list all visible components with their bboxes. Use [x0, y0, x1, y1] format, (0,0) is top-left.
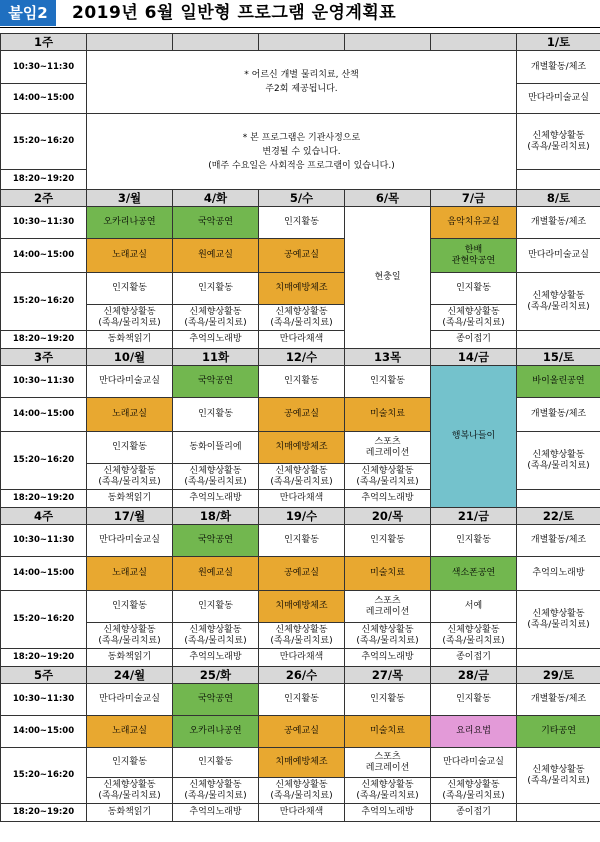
day-header: 4/화 — [173, 190, 259, 207]
day-header: 12/수 — [259, 349, 345, 366]
activity-cell: 공예교실 — [259, 716, 345, 748]
activity-cell: 치매예방체조 — [259, 748, 345, 778]
activity-cell: 인지활동 — [173, 398, 259, 432]
activity-cell: 인지활동 — [431, 273, 517, 305]
activity-cell: 신체향상활동 (족욕/물리치료) — [345, 778, 431, 804]
week2-row-t1 — [1, 207, 600, 239]
activity-cell: 노래교실 — [87, 239, 173, 273]
activity-cell: 요리요법 — [431, 716, 517, 748]
week1-row-t3 — [1, 114, 600, 170]
activity-cell: 원예교실 — [173, 239, 259, 273]
time-slot: 18:20~19:20 — [1, 649, 87, 667]
day-header: 19/수 — [259, 508, 345, 525]
activity-cell: 추억의노래방 — [173, 331, 259, 349]
activity-cell: 스포츠 레크레이션 — [345, 432, 431, 464]
time-slot: 18:20~19:20 — [1, 331, 87, 349]
day-header: 13목 — [345, 349, 431, 366]
activity-cell: 인지활동 — [87, 432, 173, 464]
activity-cell: 오카리나공연 — [173, 716, 259, 748]
week-label: 2주 — [1, 190, 87, 207]
activity-cell: 만다라미술교실 — [517, 239, 600, 273]
week2-row-t2 — [1, 239, 600, 273]
week3-row-t1 — [1, 366, 600, 398]
activity-cell: 신체향상활동 (족욕/물리치료) — [87, 305, 173, 331]
day-header: 22/토 — [517, 508, 600, 525]
time-slot: 18:20~19:20 — [1, 804, 87, 822]
activity-cell: 오카리나공연 — [87, 207, 173, 239]
week2-row-t3a — [1, 273, 600, 305]
day-header-empty — [87, 34, 173, 51]
activity-cell: 만다라채색 — [259, 804, 345, 822]
activity-cell: 신체향상활동 (족욕/물리치료) — [87, 464, 173, 490]
time-slot: 10:30~11:30 — [1, 684, 87, 716]
outing-cell: 행복나들이 — [431, 366, 517, 508]
day-header: 7/금 — [431, 190, 517, 207]
week4-row-t4 — [1, 649, 600, 667]
activity-cell: 인지활동 — [87, 273, 173, 305]
week5-row-t2 — [1, 716, 600, 748]
activity-cell: 국악공연 — [173, 525, 259, 557]
activity-cell: 추억의노래방 — [173, 649, 259, 667]
week-label: 3주 — [1, 349, 87, 366]
activity-cell: 종이접기 — [431, 649, 517, 667]
week-label: 4주 — [1, 508, 87, 525]
day-header: 14/금 — [431, 349, 517, 366]
week4-row-t3a — [1, 591, 600, 623]
activity-cell: 동화책읽기 — [87, 331, 173, 349]
activity-cell: 개별활동/체조 — [517, 525, 600, 557]
day-header: 5/수 — [259, 190, 345, 207]
activity-cell: 인지활동 — [259, 684, 345, 716]
activity-cell: 한배 관현악공연 — [431, 239, 517, 273]
page-header — [0, 0, 600, 28]
week4-header-row — [1, 508, 600, 525]
day-header: 26/수 — [259, 667, 345, 684]
activity-cell: 동화책읽기 — [87, 804, 173, 822]
activity-cell: 미술치료 — [345, 716, 431, 748]
activity-cell: 노래교실 — [87, 398, 173, 432]
activity-cell: 치매예방체조 — [259, 591, 345, 623]
activity-cell: 만다라채색 — [259, 331, 345, 349]
notice-changes-text: * 본 프로그램은 기관사정으로 변경될 수 있습니다. (매주 수요일은 사회적응 프로그램이 있습니다.) — [208, 132, 395, 171]
week3-header-row — [1, 349, 600, 366]
activity-cell: 신체향상활동 (족욕/물리치료) — [517, 114, 600, 170]
activity-cell: 신체향상활동 (족욕/물리치료) — [431, 778, 517, 804]
day-header-empty — [345, 34, 431, 51]
activity-cell: 인지활동 — [259, 525, 345, 557]
week5-row-t1 — [1, 684, 600, 716]
activity-cell: 공예교실 — [259, 239, 345, 273]
day-header-sat: 1/토 — [517, 34, 600, 51]
activity-cell: 만다라미술교실 — [517, 84, 600, 114]
time-slot: 14:00~15:00 — [1, 398, 87, 432]
notice-changes — [87, 114, 517, 190]
day-header-empty — [431, 34, 517, 51]
activity-cell-empty — [517, 649, 600, 667]
title-underline — [0, 27, 600, 28]
day-header: 20/목 — [345, 508, 431, 525]
activity-cell: 노래교실 — [87, 557, 173, 591]
activity-cell: 추억의노래방 — [345, 649, 431, 667]
week-label: 5주 — [1, 667, 87, 684]
time-slot: 10:30~11:30 — [1, 207, 87, 239]
day-header: 27/목 — [345, 667, 431, 684]
activity-cell: 치매예방체조 — [259, 273, 345, 305]
page-title: 2019년 6월 일반형 프로그램 운영계획표 — [72, 3, 397, 23]
day-header: 29/토 — [517, 667, 600, 684]
time-slot: 18:20~19:20 — [1, 170, 87, 190]
activity-cell: 인지활동 — [431, 525, 517, 557]
activity-cell: 만다라채색 — [259, 649, 345, 667]
schedule-table — [0, 33, 600, 822]
activity-cell: 국악공연 — [173, 207, 259, 239]
activity-cell: 동화책읽기 — [87, 649, 173, 667]
day-header-empty — [259, 34, 345, 51]
activity-cell: 신체향상활동 (족욕/물리치료) — [517, 432, 600, 490]
activity-cell: 동화이뜰리에 — [173, 432, 259, 464]
time-slot: 14:00~15:00 — [1, 239, 87, 273]
time-slot: 14:00~15:00 — [1, 557, 87, 591]
activity-cell: 만다라미술교실 — [87, 366, 173, 398]
activity-cell: 신체향상활동 (족욕/물리치료) — [431, 305, 517, 331]
day-header: 28/금 — [431, 667, 517, 684]
activity-cell-empty — [517, 490, 600, 508]
activity-cell: 신체향상활동 (족욕/물리치료) — [259, 305, 345, 331]
activity-cell: 치매예방체조 — [259, 432, 345, 464]
notice-services — [87, 51, 517, 114]
week1-row-t1 — [1, 51, 600, 84]
activity-cell-empty — [517, 331, 600, 349]
activity-cell: 신체향상활동 (족욕/물리치료) — [173, 305, 259, 331]
time-slot: 18:20~19:20 — [1, 490, 87, 508]
week-label: 1주 — [1, 34, 87, 51]
activity-cell: 개별활동/체조 — [517, 398, 600, 432]
activity-cell: 인지활동 — [345, 366, 431, 398]
activity-cell: 개별활동/체조 — [517, 207, 600, 239]
day-header: 17/월 — [87, 508, 173, 525]
activity-cell: 음악치유교실 — [431, 207, 517, 239]
week2-header-row — [1, 190, 600, 207]
activity-cell: 인지활동 — [173, 748, 259, 778]
activity-cell: 동화책읽기 — [87, 490, 173, 508]
activity-cell: 신체향상활동 (족욕/물리치료) — [173, 623, 259, 649]
activity-cell: 신체향상활동 (족욕/물리치료) — [431, 623, 517, 649]
time-slot: 15:20~16:20 — [1, 114, 87, 170]
notice-services-text: * 어르신 개별 물리치료, 산책 주2회 제공됩니다. — [244, 70, 359, 94]
day-header: 21/금 — [431, 508, 517, 525]
activity-cell: 원예교실 — [173, 557, 259, 591]
activity-cell: 신체향상활동 (족욕/물리치료) — [259, 623, 345, 649]
activity-cell: 신체향상활동 (족욕/물리치료) — [345, 464, 431, 490]
week4-row-t1 — [1, 525, 600, 557]
day-header: 18/화 — [173, 508, 259, 525]
activity-cell: 인지활동 — [87, 748, 173, 778]
time-slot: 15:20~16:20 — [1, 591, 87, 649]
day-header-empty — [173, 34, 259, 51]
activity-cell: 추억의노래방 — [517, 557, 600, 591]
activity-cell: 노래교실 — [87, 716, 173, 748]
time-slot: 14:00~15:00 — [1, 84, 87, 114]
activity-cell: 스포츠 레크레이션 — [345, 748, 431, 778]
activity-cell: 종이접기 — [431, 331, 517, 349]
activity-cell: 추억의노래방 — [345, 804, 431, 822]
activity-cell: 국악공연 — [173, 684, 259, 716]
day-header: 24/월 — [87, 667, 173, 684]
time-slot: 15:20~16:20 — [1, 273, 87, 331]
activity-cell: 인지활동 — [173, 591, 259, 623]
week1-header-row — [1, 34, 600, 51]
day-header: 15/토 — [517, 349, 600, 366]
day-header: 11화 — [173, 349, 259, 366]
activity-cell: 신체향상활동 (족욕/물리치료) — [517, 591, 600, 649]
activity-cell: 국악공연 — [173, 366, 259, 398]
activity-cell: 미술치료 — [345, 557, 431, 591]
time-slot: 15:20~16:20 — [1, 432, 87, 490]
activity-cell: 신체향상활동 (족욕/물리치료) — [517, 273, 600, 331]
activity-cell: 색소폰공연 — [431, 557, 517, 591]
week2-row-t4 — [1, 331, 600, 349]
activity-cell: 인지활동 — [345, 684, 431, 716]
activity-cell: 만다라미술교실 — [87, 525, 173, 557]
day-header: 8/토 — [517, 190, 600, 207]
activity-cell: 신체향상활동 (족욕/물리치료) — [259, 778, 345, 804]
activity-cell: 신체향상활동 (족욕/물리치료) — [173, 464, 259, 490]
day-header: 10/월 — [87, 349, 173, 366]
activity-cell: 미술치료 — [345, 398, 431, 432]
time-slot: 10:30~11:30 — [1, 525, 87, 557]
week5-row-t3a — [1, 748, 600, 778]
day-header: 3/월 — [87, 190, 173, 207]
activity-cell: 신체향상활동 (족욕/물리치료) — [173, 778, 259, 804]
activity-cell: 기타공연 — [517, 716, 600, 748]
day-header: 6/목 — [345, 190, 431, 207]
activity-cell: 인지활동 — [87, 591, 173, 623]
activity-cell: 추억의노래방 — [173, 490, 259, 508]
activity-cell: 공예교실 — [259, 557, 345, 591]
activity-cell: 바이올린공연 — [517, 366, 600, 398]
activity-cell: 개별활동/체조 — [517, 51, 600, 84]
activity-cell-empty — [517, 170, 600, 190]
week5-row-t4 — [1, 804, 600, 822]
activity-cell: 신체향상활동 (족욕/물리치료) — [345, 623, 431, 649]
time-slot: 10:30~11:30 — [1, 51, 87, 84]
activity-cell: 신체향상활동 (족욕/물리치료) — [517, 748, 600, 804]
activity-cell: 신체향상활동 (족욕/물리치료) — [87, 623, 173, 649]
activity-cell: 개별활동/체조 — [517, 684, 600, 716]
week2-row-t3b — [1, 305, 600, 331]
activity-cell: 신체향상활동 (족욕/물리치료) — [87, 778, 173, 804]
activity-cell: 인지활동 — [173, 273, 259, 305]
activity-cell: 만다라미술교실 — [431, 748, 517, 778]
attachment-tag: 붙임2 — [0, 0, 56, 26]
activity-cell-empty — [517, 804, 600, 822]
time-slot: 14:00~15:00 — [1, 716, 87, 748]
week5-row-t3b — [1, 778, 600, 804]
activity-cell: 종이접기 — [431, 804, 517, 822]
activity-cell: 추억의노래방 — [345, 490, 431, 508]
activity-cell: 공예교실 — [259, 398, 345, 432]
activity-cell: 인지활동 — [259, 207, 345, 239]
time-slot: 15:20~16:20 — [1, 748, 87, 804]
activity-cell: 스포츠 레크레이션 — [345, 591, 431, 623]
time-slot: 10:30~11:30 — [1, 366, 87, 398]
week4-row-t3b — [1, 623, 600, 649]
activity-cell: 만다라채색 — [259, 490, 345, 508]
week5-header-row — [1, 667, 600, 684]
day-header: 25/화 — [173, 667, 259, 684]
activity-cell: 서예 — [431, 591, 517, 623]
activity-cell: 추억의노래방 — [173, 804, 259, 822]
week4-row-t2 — [1, 557, 600, 591]
holiday-cell: 현충일 — [345, 207, 431, 349]
activity-cell: 인지활동 — [431, 684, 517, 716]
activity-cell: 신체향상활동 (족욕/물리치료) — [259, 464, 345, 490]
activity-cell: 인지활동 — [259, 366, 345, 398]
activity-cell: 만다라미술교실 — [87, 684, 173, 716]
activity-cell: 인지활동 — [345, 525, 431, 557]
